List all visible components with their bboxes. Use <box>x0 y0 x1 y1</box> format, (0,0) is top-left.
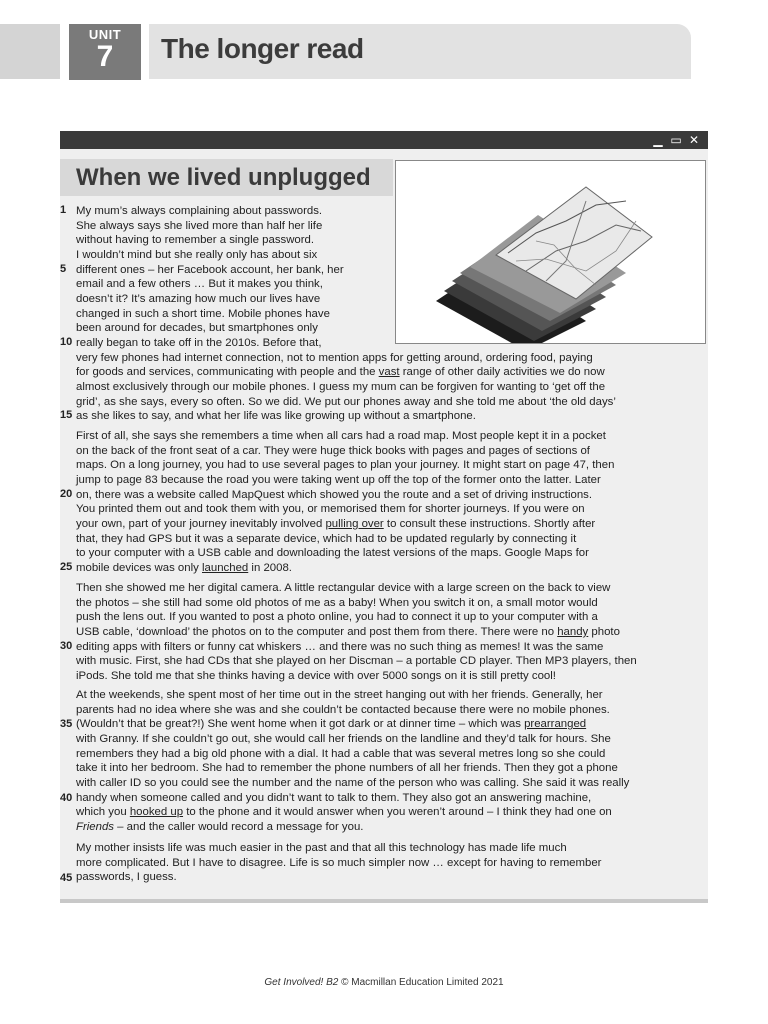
article-window <box>60 131 708 903</box>
minimize-icon[interactable]: ▁ <box>653 133 663 147</box>
line-number: 30 <box>60 640 73 652</box>
line-number: 25 <box>60 561 73 573</box>
close-icon[interactable]: ✕ <box>688 133 700 147</box>
vocab-word: vast <box>378 366 400 379</box>
paragraph-5: My mother insists life was much easier in the past and that all this technology has made life much more complicated. But I have to disagree. Life is so much simpler now … except for having to remember passwords, I guess. <box>76 842 602 884</box>
window-title-bar <box>60 131 708 149</box>
line-number: 1 <box>60 204 67 216</box>
vocab-word: pulling over <box>325 517 384 530</box>
line-number: 45 <box>60 872 73 884</box>
article-heading-box <box>60 159 393 196</box>
vocab-word: handy <box>557 625 589 638</box>
copyright: © Macmillan Education Limited 2021 <box>338 977 504 988</box>
article-heading: When we lived unplugged <box>76 164 371 191</box>
unit-label: UNIT <box>88 27 122 42</box>
paragraph-2: First of all, she says she remembers a time when all cars had a road map. Most people kept it in a pocket on the back of the front seat of a car. They were huge thick books with pages and pages of sections of maps. On a long journey, you had to use several pages to plan your journey. It might start on page 47, then jump to page 83 because the road you were taking went up off the top of the former onto the latter. Later on, there was a website called MapQuest which showed you the route and a set of driving instructions. You printed them out and took them with you, or memorised them for shorter journeys. If you were on your own, part of your journey inevitably involved pulling over to consult these instructions. Shortly after that, they had GPS but it was a separate device, which had to be updated regularly by connecting it to your computer with a USB cable and downloading the latest versions of the maps. Google Maps for mobile devices was only launched in 2008. <box>76 430 615 574</box>
page-title: The longer read <box>161 33 364 64</box>
line-number: 20 <box>60 488 73 500</box>
vocab-word: hooked up <box>129 806 184 819</box>
line-number: 35 <box>60 718 73 730</box>
maximize-icon[interactable]: ▭ <box>670 133 682 147</box>
unit-number: 7 <box>96 40 114 73</box>
line-number: 10 <box>60 336 73 348</box>
line-number: 5 <box>60 263 67 275</box>
window-controls <box>652 132 700 148</box>
footer <box>0 977 768 988</box>
paragraph-3: Then she showed me her digital camera. A little rectangular device with a large screen on the back to view the photos – she still had some old photos of me as a baby! When you switch it on, a small motor would push the lens out. If you wanted to post a photo online, you had to connect it up to your computer with a USB cable, ‘download’ the photos on to the computer and post them from there. There were no handy photo editing apps with filters or funny cat whiskers … and there was no such thing as memes! It was the same with music. First, she had CDs that she played on her Discman – a portable CD player. Then MP3 players, then iPods. She told me that she thinks having a device with over 5000 songs on it is still pretty cool! <box>76 582 637 682</box>
vocab-word: launched <box>202 561 249 574</box>
vocab-word: prearranged <box>524 718 587 731</box>
paragraph-4: At the weekends, she spent most of her time out in the street hanging out with her friends. Generally, her parents had no idea where she was and she couldn’t be contacted because there were no mobile phones. (Wouldn’t that be great?!) She went home when it got dark or at dinner time – which was prearranged with Granny. If she couldn’t go out, she would call her friends on the landline and they’d talk for hours. She remembers they had a big old phone with a dial. It had a cable that was several metres long so she could take it into her bedroom. She had to remember the phone numbers of all her friends. Then they got a phone with caller ID so you could see the number and the name of the person who was calling. She said it was really handy when someone called and you didn’t want to talk to them. They also got an answering machine, which you hooked up to the phone and it would answer when you weren’t around – I think they had one on Friends – and the caller would record a message for you. <box>76 689 630 833</box>
window-bottom-border <box>60 899 708 903</box>
book-title: Get Involved! B2 <box>264 977 339 988</box>
paragraph-1: My mum’s always complaining about passwords. She always says she lived more than half her life without having to remember a single password. I wouldn’t mind but she really only has about six different ones – her Facebook account, her bank, her email and a few others … But it makes you think, doesn’t it? It’s amazing how much our lives have changed in such a short time. Mobile phones have been around for decades, but smartphones only really began to take off in the 2010s. Before that, very few phones had internet connection, not to mention apps for getting around, ordering food, paying for goods and services, communicating with people and the vast range of other daily activities we do now almost exclusively through our mobile phones. I guess my mum can be forgiven for wanting to ‘get off the grid’, as she says, every so often. So we did. We put our phones away and she told me about ‘the old days’ as she likes to say, and what her life was like growing up without a smartphone. <box>76 205 616 423</box>
unit-badge <box>69 24 141 80</box>
line-number: 15 <box>60 409 73 421</box>
line-number: 40 <box>60 792 73 804</box>
left-tab-decoration <box>0 24 60 79</box>
